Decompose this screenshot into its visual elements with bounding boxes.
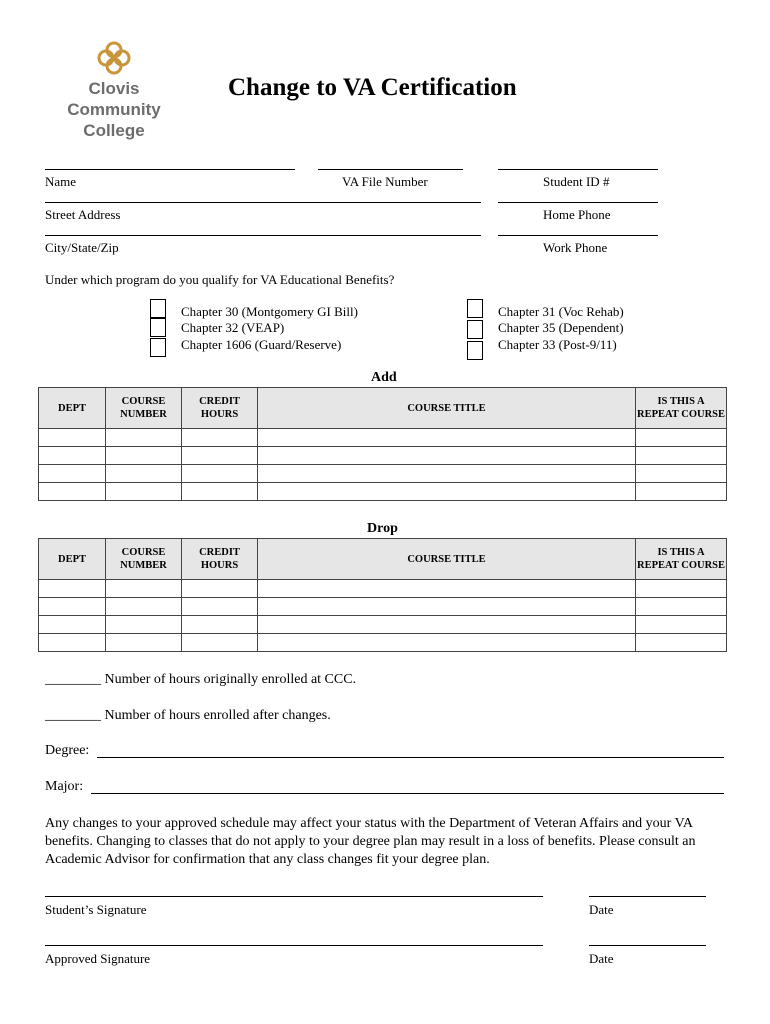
table-row [39,465,727,483]
table-cell[interactable] [39,447,106,465]
drop-course-title-header: COURSE TITLE [258,539,636,580]
chapter-1606-checkbox[interactable] [150,338,166,357]
major-line[interactable] [91,793,724,794]
table-cell[interactable] [258,465,636,483]
table-cell[interactable] [182,634,258,652]
table-cell[interactable] [106,447,182,465]
table-cell[interactable] [182,598,258,616]
home-phone-line[interactable] [498,202,658,203]
table-row [39,580,727,598]
table-cell[interactable] [258,429,636,447]
table-cell[interactable] [39,598,106,616]
logo-line-3: College [83,121,145,140]
work-phone-line[interactable] [498,235,658,236]
table-cell[interactable] [106,483,182,501]
degree-label: Degree: [45,743,90,758]
chapter-33-checkbox[interactable] [467,341,483,360]
original-hours-label: Number of hours originally enrolled at CCC. [104,672,357,687]
approved-signature-label: Approved Signature [45,951,151,966]
table-cell[interactable] [39,429,106,447]
table-row [39,598,727,616]
page-title: Change to VA Certification [228,74,517,101]
table-cell[interactable] [106,580,182,598]
chapter-30-label: Chapter 30 (Montgomery GI Bill) [181,304,358,319]
table-cell[interactable] [258,483,636,501]
street-address-line[interactable] [45,202,481,203]
table-cell[interactable] [258,634,636,652]
drop-section-title: Drop [367,521,398,536]
student-id-line[interactable] [498,169,658,170]
table-cell[interactable] [182,447,258,465]
chapter-32-checkbox[interactable] [150,318,166,337]
table-cell[interactable] [636,465,727,483]
table-cell[interactable] [636,483,727,501]
college-logo [54,40,174,144]
name-line[interactable] [45,169,295,170]
table-cell[interactable] [106,616,182,634]
table-cell[interactable] [39,634,106,652]
chapter-35-checkbox[interactable] [467,320,483,339]
degree-line[interactable] [97,757,724,758]
add-repeat-header: IS THIS A REPEAT COURSE [636,388,727,429]
add-dept-header: DEPT [39,388,106,429]
table-cell[interactable] [106,634,182,652]
original-hours-blank[interactable]: ________ [45,672,101,687]
after-hours-row [45,708,331,724]
table-cell[interactable] [39,580,106,598]
table-cell[interactable] [182,580,258,598]
student-id-label: Student ID # [543,174,610,189]
va-file-number-label: VA File Number [342,174,428,189]
table-cell[interactable] [182,429,258,447]
student-date-line[interactable] [589,896,706,897]
table-cell[interactable] [39,483,106,501]
table-cell[interactable] [636,429,727,447]
street-address-label: Street Address [45,207,121,222]
original-hours-row [45,672,356,688]
chapter-31-checkbox[interactable] [467,299,483,318]
drop-table [38,538,727,652]
notice-paragraph: Any changes to your approved schedule may affect your status with the Department of Veteran Affairs and your VA benefits. Changing to classes that do not apply to your degree plan may result in a loss of benefits. Please consult an Academic Advisor for confirmation that any class changes fit your degree plan. [45,816,696,867]
table-cell[interactable] [258,616,636,634]
chapter-33-label: Chapter 33 (Post-9/11) [498,337,617,352]
chapter-31-label: Chapter 31 (Voc Rehab) [498,304,624,319]
home-phone-label: Home Phone [543,207,611,222]
celtic-knot-icon [96,40,132,76]
approved-date-line[interactable] [589,945,706,946]
table-cell[interactable] [39,465,106,483]
city-state-zip-line[interactable] [45,235,481,236]
drop-course-number-header: COURSE NUMBER [106,539,182,580]
add-course-title-header: COURSE TITLE [258,388,636,429]
va-file-line[interactable] [318,169,463,170]
table-cell[interactable] [636,447,727,465]
city-state-zip-label: City/State/Zip [45,240,119,255]
table-cell[interactable] [258,598,636,616]
work-phone-label: Work Phone [543,240,608,255]
table-row [39,634,727,652]
add-section-title: Add [371,370,397,385]
table-cell[interactable] [182,465,258,483]
table-cell[interactable] [182,483,258,501]
approved-date-label: Date [589,951,614,966]
add-course-number-header: COURSE NUMBER [106,388,182,429]
drop-credit-hours-header: CREDIT HOURS [182,539,258,580]
table-cell[interactable] [39,616,106,634]
after-hours-blank[interactable]: ________ [45,708,101,723]
table-cell[interactable] [106,429,182,447]
table-cell[interactable] [106,465,182,483]
drop-dept-header: DEPT [39,539,106,580]
table-row [39,429,727,447]
approved-signature-line[interactable] [45,945,543,946]
table-cell[interactable] [636,580,727,598]
table-cell[interactable] [258,447,636,465]
student-signature-line[interactable] [45,896,543,897]
add-table [38,387,727,501]
chapter-32-label: Chapter 32 (VEAP) [181,320,285,335]
chapter-1606-label: Chapter 1606 (Guard/Reserve) [181,337,342,352]
table-cell[interactable] [182,616,258,634]
table-row [39,616,727,634]
chapter-30-checkbox[interactable] [150,299,166,318]
major-label: Major: [45,779,84,794]
program-question: Under which program do you qualify for VA Educational Benefits? [45,272,395,287]
chapter-35-label: Chapter 35 (Dependent) [498,320,624,335]
table-cell[interactable] [258,580,636,598]
table-cell[interactable] [106,598,182,616]
logo-line-2: Community [67,100,161,119]
after-hours-label: Number of hours enrolled after changes. [104,708,331,723]
add-credit-hours-header: CREDIT HOURS [182,388,258,429]
table-row [39,483,727,501]
student-signature-label: Student’s Signature [45,902,147,917]
table-cell[interactable] [636,634,727,652]
table-row [39,447,727,465]
student-date-label: Date [589,902,614,917]
table-cell[interactable] [636,598,727,616]
drop-repeat-header: IS THIS A REPEAT COURSE [636,539,727,580]
table-cell[interactable] [636,616,727,634]
name-label: Name [45,174,77,189]
logo-line-1: Clovis [88,79,140,98]
